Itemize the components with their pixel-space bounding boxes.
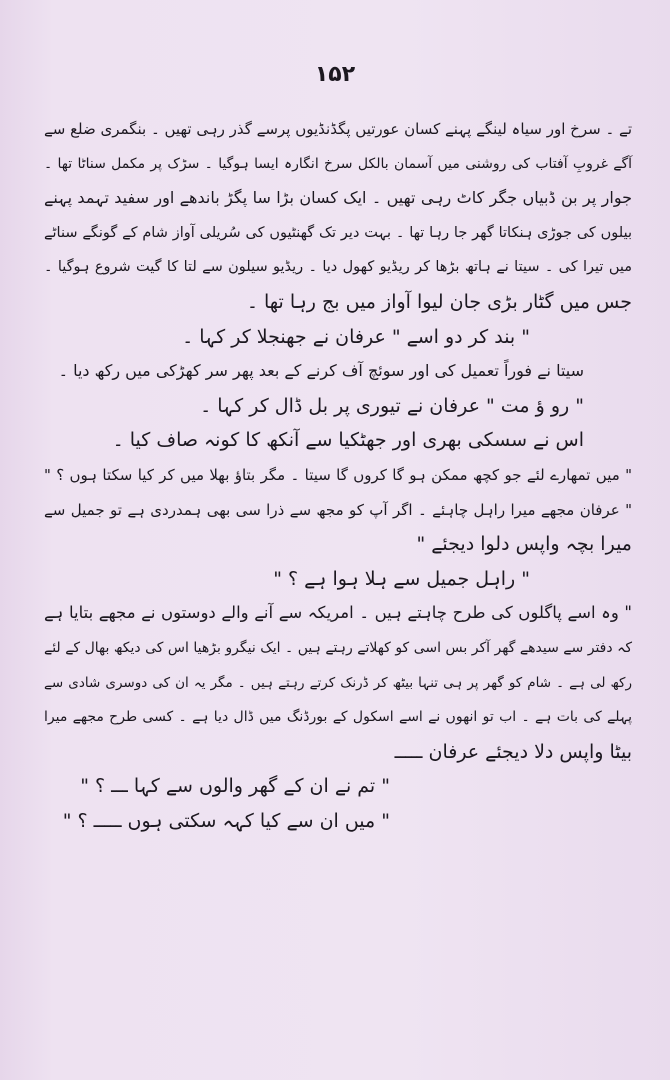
- body-text: [40, 112, 640, 838]
- text-line: رکھ لی ہے ۔ شام کو گھر پر ہی تنہا بیٹھ کر ڈرنک کرتے رہتے ہیں ۔ مگر یہ ان کی دوسری شادی سے: [44, 674, 632, 691]
- dialogue-line: " وہ اسے پاگلوں کی طرح چاہتے ہیں ۔ امریکہ سے آنے والے دوستوں نے مجھے بتایا ہے: [44, 603, 632, 623]
- text-line: اس نے سسکی بھری اور جھٹکیا سے آنکھ کا کونہ صاف کیا ۔: [112, 429, 584, 452]
- text-line: پہلے کی بات ہے ۔ اب تو انھوں نے اسے اسکول کے بورڈنگ میں ڈال دیا ہے ۔ کسی طرح مجھے میرا: [44, 709, 632, 726]
- page-number: ۱۵۲: [314, 62, 356, 87]
- text-line: تے ۔ سرخ اور سیاہ لینگے پہنے کسان عورتیں پگڈنڈیوں پرسے گذر رہی تھیں ۔ بنگمری ضلع سے: [43, 120, 632, 138]
- dialogue-line: " عرفان مجھے میرا راہل چاہئے ۔ اگر آپ کو مجھ سے ذرا سی بھی ہمدردی ہے تو جمیل سے: [44, 500, 632, 519]
- text-line: سیتا نے فوراً تعمیل کی اور سوئچ آف کرنے کے بعد پھر سر کھڑکی میں رکھ دیا ۔: [58, 361, 584, 381]
- text-line: میرا بچہ واپس دلوا دیجئے ": [416, 533, 632, 556]
- text-line: بیٹا واپس دلا دیجئے عرفان ـــــ: [394, 740, 632, 763]
- text-line: میں تیرا کی ۔ سیتا نے ہاتھ بڑھا کر ریڈیو کھول دیا ۔ ریڈیو سیلون سے لتا کا گیت شروع ہوگیا ۔: [44, 259, 632, 276]
- dialogue-line: " میں تمھارے لئے جو کچھ ممکن ہو گا کروں گا سیتا ۔ مگر بتاؤ بھلا میں کر کیا سکتا ہوں ؟ ": [44, 465, 632, 484]
- dialogue-line: " رو ؤ مت " عرفان نے تیوری پر بل ڈال کر کہا ۔: [200, 394, 584, 417]
- text-line: آگے غروبِ آفتاب کی روشنی میں آسمان بالکل سرخ انگارہ ایسا ہوگیا ۔ سڑک پر مکمل سناٹا تھا ۔: [44, 155, 632, 172]
- text-line: جوار پر بن ڈبیاں جگر کاٹ رہی تھیں ۔ ایک کسان بڑا سا پگڑ باندھے اور سفید تہمد پہنے: [44, 188, 632, 208]
- text-line: جس میں گٹار بڑی جان لیوا آواز میں بج رہا تھا ۔: [246, 290, 632, 313]
- dialogue-line: " بند کر دو اسے " عرفان نے جھنجلا کر کہا ۔: [182, 325, 530, 348]
- dialogue-line: " میں ان سے کیا کہہ سکتی ہوں ـــــ ؟ ": [62, 809, 390, 832]
- text-line: کہ دفتر سے سیدھے گھر آکر بس اسی کو کھلاتے رہتے ہیں ۔ ایک نیگرو بڑھیا اس کی دیکھ بھال کے لئے: [44, 639, 632, 656]
- dialogue-line: " راہل جمیل سے ہلا ہوا ہے ؟ ": [273, 567, 530, 590]
- dialogue-line: " تم نے ان کے گھر والوں سے کہا ـــ ؟ ": [80, 775, 390, 798]
- text-line: بیلوں کی جوڑی ہنکاتا گھر جا رہا تھا ۔ بہت دیر تک گھنٹیوں کی سُریلی آواز شام کے گونگے سناٹے: [44, 224, 632, 241]
